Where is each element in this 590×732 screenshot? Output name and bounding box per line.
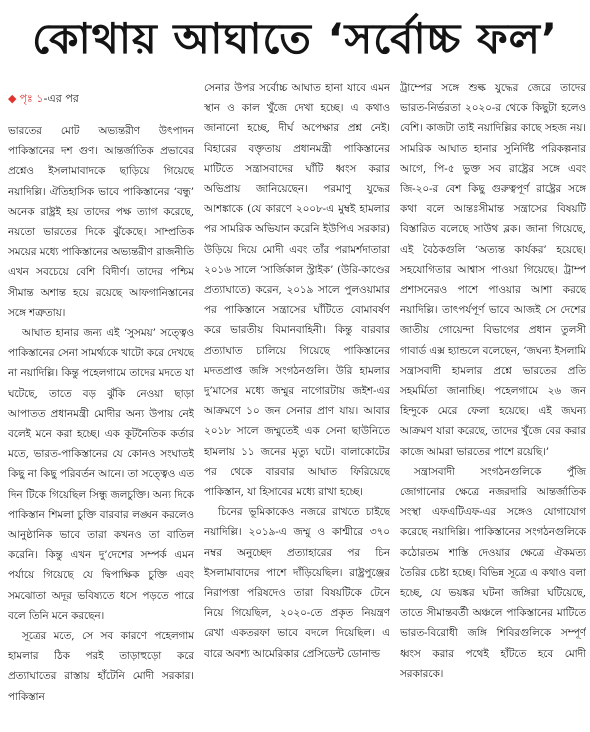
column-3	[400, 78, 586, 721]
paragraph: সূত্রের মতে, সে সব কারণে পহেলগাম হামলার ঠিক পরই তাড়াহুড়ো করে প্রত্যাঘাতের রাস্তায় হাঁটেনি মোদী সরকার। পাকিস্তান	[8, 630, 194, 703]
paragraph: ট্রাম্পের সঙ্গে শুল্ক যুদ্ধের জেরে তাদের ভারত-নির্ভরতা ২০২০-র থেকে কিছুটা হলেও বেশি। কাজটা তাই নয়াদিল্লির কাছে সহজ নয়। সামরিক আঘাত হানার সুনির্দিষ্ট পরিকল্পনার আগে, পি-৫ ভুক্ত সব রাষ্ট্রের সঙ্গে এবং জি-২০-র বেশ কিছু গুরুত্বপূর্ণ রাষ্ট্রের সঙ্গে কথা বলে আন্তঃসীমান্ত সন্ত্রাসের বিষয়টি বিস্তারিত বলেছে সাউথ ব্লক। জানা গিয়েছে, এই বৈঠকগুলি ‘অত্যন্ত কার্যকর’ হয়েছে। সহযোগিতার আশ্বাস পাওয়া গিয়েছে। ট্রাম্প প্রশাসনেরও পাশে পাওয়ার আশা করছে নয়াদিল্লি। তাৎপর্যপূর্ণ ভাবে আজই সে দেশের জাতীয় গোয়েন্দা বিভাগের প্রধান তুলসী গাবার্ড এক্স হ্যান্ডলে বলেছেন, ‘জঘন্য ইসলামি সন্ত্রাসবাদী হামলার প্রশ্নে ভারতের প্রতি সহমর্মিতা জানাচ্ছি। পহেলগামে ২৬ জন হিন্দুকে মেরে ফেলা হয়েছে। এই জঘন্য আক্রমণ যারা করেছে, তাদের খুঁজে বের করার কাজে আমরা ভারতের পাশে রয়েছি।’	[400, 82, 586, 458]
continued-page-label: পৃঃ ১	[19, 92, 44, 105]
paragraph: চিনের ভূমিকাকেও নজরে রাখতে চাইছে নয়াদিল্লি। ২০১৯-এ জম্মু ও কাশ্মীরে ৩৭০ নম্বর অনুচ্ছেদ প্রত্যাহারের পর চিন ইসলামাবাদের পাশে দাঁড়িয়েছিল। রাষ্ট্রপুঞ্জের নিরাপত্তা পরিষদেও তারা বিষয়টিকে টেনে নিয়ে গিয়েছিল, ২০২০-তে প্রকৃত নিয়ন্ত্রণ রেখা একতরফা ভাবে বদলে দিয়েছিল। এ বারে অবশ্য আমেরিকার প্রেসিডেন্ট ডোনাল্ড	[204, 506, 390, 660]
headline: কোথায় আঘাতে ‘সর্বোচ্চ ফল’	[32, 13, 558, 63]
continuation-note	[8, 91, 208, 107]
paragraph: সন্ত্রাসবাদী সংগঠনগুলিকে পুঁজি জোগানোর ক্ষেত্রে নজরদারি আন্তর্জাতিক সংস্থা এফএটিএফ-এর সঙ্গেও যোগাযোগ করেছে নয়াদিল্লি। পাকিস্তানের সংগঠনগুলিকে কঠোরতম শাস্তি দেওয়ার ক্ষেত্রে ঐকমত্য তৈরির চেষ্টা হচ্ছে। বিভিন্ন সূত্রে এ কথাও বলা হচ্ছে, যে ভয়ঙ্কর ঘটনা জঙ্গিরা ঘটিয়েছে, তাতে সীমান্তবর্তী অঞ্চলে পাকিস্তানের মাটিতে ভারত-বিরোধী জঙ্গি শিবিরগুলিকে সম্পূর্ণ ধ্বংস করার পথেই হাঁটতে হবে মোদী সরকারকে।	[400, 465, 586, 680]
paragraph: সেনার উপর সর্বোচ্চ আঘাত হানা যাবে এমন স্থান ও কাল খুঁজে দেখা হচ্ছে। এ কথাও জানানো হচ্ছে, দীর্ঘ অপেক্ষার প্রশ্ন নেই। বিহারের বক্তৃতায় প্রধানমন্ত্রী পাকিস্তানের মাটিতে সন্ত্রাসবাদের ঘাঁটি ধ্বংস করার অভিপ্রায় জানিয়েছেন। পরমাণু যুদ্ধের আশঙ্কাকে (যে কারণে ২০০৮-এ মুম্বই হামলার পর সামরিক অভিযান করেনি ইউপিএ সরকার) উড়িয়ে দিয়ে মোদী এবং তাঁর পরামর্শদাতারা ২০১৬ সালে ‘সার্জিকাল স্ট্রাইক’ (উরি-কাণ্ডের প্রত্যাঘাতে) করেন, ২০১৯ সালে পুলওয়ামার পর পাকিস্তানে সন্ত্রাসের ঘাঁটিতে বোমাবর্ষণ করে ভারতীয় বিমানবাহিনী। কিন্তু বারবার প্রত্যাঘাত চালিয়ে গিয়েছে পাকিস্তানের মদতপ্রাপ্ত জঙ্গি সংগঠনগুলি। উরি হামলার দু’মাসের মধ্যে জম্মুর নাগোরটায় জইশ-এর আক্রমণে ১০ জন সেনার প্রাণ যায়। আবার ২০১৮ সালে জম্মুতেই এক সেনা ছাউনিতে হামলায় ১১ জনের মৃত্যু ঘটে। বালাকোটের পর থেকে বারবার আঘাত ফিরিয়েছে পাকিস্তান, যা হিসাবের মধ্যে রাখা হচ্ছে।	[204, 82, 390, 499]
paragraph: আঘাত হানার জন্য এই ‘সুসময়’ সত্ত্বেও পাকিস্তানের সেনা সামর্থ্যকে খাটো করে দেখছে না নয়াদিল্লি। কিন্তু পহেলগামে তাদের মদতে যা ঘটেছে, তাতে বড় ঝুঁকি নেওয়া ছাড়া আপাতত প্রধানমন্ত্রী মোদীর অন্য উপায় নেই বলেই মনে করা হচ্ছে। এক কূটনৈতিক কর্তার মতে, ভারত-পাকিস্তানের যে কোনও সংঘাতই কিছু না কিছু পরিবর্তন আনে। তা সত্ত্বেও এত দিন টিকে গিয়েছিল সিন্ধু জলচুক্তি। অন্য দিকে পাকিস্তান শিমলা চুক্তি বারবার লঙ্ঘন করলেও আনুষ্ঠানিক ভাবে তারা কখনও তা বাতিল করেনি। কিন্তু এখন দু’দেশের সম্পর্ক এমন পর্যায়ে গিয়েছে যে দ্বিপাক্ষিক চুক্তি এবং সমঝোতা অদূর ভবিষ্যতে ধসে পড়তে পারে বলে তিনি মনে করছেন।	[8, 327, 194, 622]
continued-suffix: -এর পর	[43, 92, 79, 105]
column-2	[204, 78, 390, 721]
column-1	[8, 111, 194, 721]
diamond-bullet-icon: ◆	[8, 92, 17, 105]
paragraph: ভারতের মোট অভ্যন্তরীণ উৎপাদন পাকিস্তানের দশ গুণ। আন্তর্জাতিক প্রভাবের প্রশ্নেও ইসলামাবাদকে ছাড়িয়ে গিয়েছে নয়াদিল্লি। ঐতিহাসিক ভাবে পাকিস্তানের ‘বন্ধু’ অনেক রাষ্ট্রই হয় তাদের পক্ষ ত্যাগ করেছে, নয়তো ভারতের দিকে ঝুঁকেছে। সাম্প্রতিক সময়ের মধ্যে পাকিস্তানের অভ্যন্তরীণ রাজনীতি এখন সবচেয়ে বেশি বিদীর্ণ। তাদের পশ্চিম সীমান্ত অশান্ত হয়ে রয়েছে আফগানিস্তানের সঙ্গে শত্রুতায়।	[8, 125, 194, 319]
